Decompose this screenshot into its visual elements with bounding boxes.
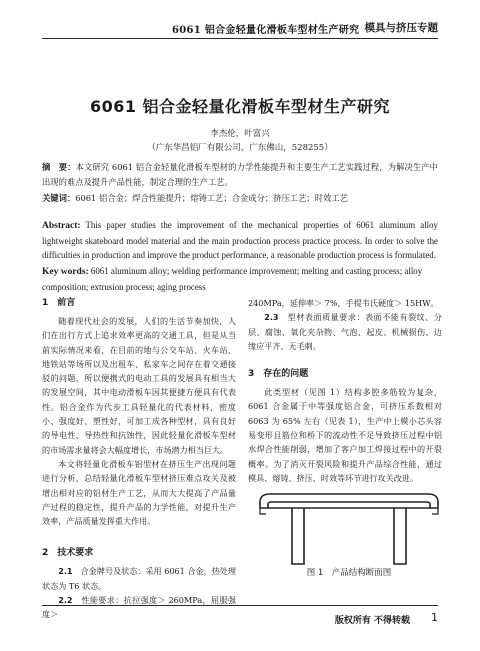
keywords-cn-label: 关键词：: [42, 193, 76, 203]
figure-1-caption: 图 1 产品结构断面图: [306, 568, 392, 578]
section-2-1-number: 2.1: [58, 566, 73, 577]
section-3-paragraph-1: 此类型材（见图 1）结构多腔多筋较为复杂，6061 合金属于中等强度铝合金，可挤压系数相对 6063 为 65% 左右（见表 1），生产中上模小芯头容易变形且筋位和桥下的流动性不足导致挤压过程中铝水焊合性能削弱，增加了客户加工焊接过程中的开裂概率。为了消灭开裂风险和提升产品综合性能，通过模具、熔铸、挤压、时效等环节进行攻关改进。: [248, 387, 442, 483]
abstract-cn: [42, 160, 438, 190]
keywords-cn-text: 6061 铝合金；焊合性能提升；熔铸工艺；合金成分；挤压工艺；时效工艺: [75, 193, 348, 203]
keywords-en-label: Key words:: [42, 267, 89, 277]
section-3-heading: 3 存在的问题: [248, 369, 309, 380]
section-2-3-text: 型材表面质量要求：表面不能有裂纹、分层、腐蚀、氧化夹杂物、气泡、起皮、机械损伤、边缘应平齐、无毛刺。: [248, 312, 442, 351]
article-affiliation: （广东华昌铝厂有限公司，广东佛山，528255）: [147, 143, 333, 153]
section-2-2-number: 2.2: [58, 595, 73, 606]
profile-outer-outline: [260, 494, 438, 508]
section-1-paragraph-1: 随着现代社会的发展，人们的生活节奏加快，人们在出行方式上追求效率更高的交通工具，但是从当前实际情况来看，在目前的地与公交车站、火车站、地铁站等场所以及出租车、私家车之间存在着交通接驳的问题，所以便携式的电动工具的发展具有相当大的发展空间，其中电动滑板车因其便捷方便具有代表性。铝合金作为代步工具轻量化的代表材料，密度小、强度好、塑性好，可加工成各种型材，具有良好的导电性、导热性和抗蚀性，因此轻量化滑板车型材的市场需求量将会大幅度增长，市场潜力相当巨大。: [42, 316, 236, 455]
page-footer-rule: [42, 605, 438, 607]
profile-left-lip: [260, 508, 266, 514]
page-number: 1: [431, 611, 438, 624]
figure-1-cross-section: [256, 488, 442, 578]
section-1-heading: 1 前言: [42, 298, 76, 308]
section-2-3-number: 2.3: [264, 312, 279, 323]
keywords-en: [42, 264, 438, 294]
section-1-paragraph-2: 本文将轻量化滑板车铝型材在挤压生产出现问题进行分析，总结轻量化滑板车型材挤压难点攻关及被增出相对应的铝材生产工艺，从而大大提高了产品量产过程的稳定性，提升产品的力学性能，对提升生产效率，产品质量发挥重大作用。: [42, 458, 236, 527]
journal-column: 模具与挤压专题: [364, 22, 438, 34]
section-2-2: [42, 593, 236, 622]
profile-left-web: [292, 508, 304, 564]
body-column-left: [42, 296, 236, 622]
section-2-heading: 2 技术要求: [42, 548, 94, 559]
abstract-cn-label: 摘 要：: [42, 162, 76, 172]
profile-right-lip: [432, 508, 438, 514]
running-title: 6061 铝合金轻量化滑板车型材生产研究: [172, 25, 360, 36]
keywords-cn: [42, 191, 438, 205]
copyright-notice: 版权所有 不得转载: [334, 616, 410, 626]
section-2-3: [248, 310, 442, 353]
abstract-cn-text: 本文研究 6061 铝合金轻量化滑板车型材的力学性能提升和主要生产工艺实践过程，为解决生产中出现的难点及提升产品性能，制定合理的生产工艺。: [42, 162, 438, 187]
profile-right-web: [394, 508, 406, 564]
article-title: 6061 铝合金轻量化滑板车型材生产研究: [89, 97, 391, 116]
abstract-en-text: This paper studies the improvement of the mechanical properties of 6061 aluminum alloy lightweight skateboard model material and the main production process practice process. In order to solve the difficulties in production and improve the product performance, a reasonable production process is formulated.: [42, 220, 438, 261]
page-header: [42, 14, 438, 39]
article-authors: 李杰伦，叶富兴: [210, 129, 270, 139]
section-2-1-text: 合金牌号及状态：采用 6061 合金，热处理状态为 T6 状态。: [42, 566, 236, 591]
section-2-2-continued: 240MPa，延伸率＞ 7%，手提韦氏硬度＞ 15HW。: [248, 298, 439, 308]
section-2-1: [42, 564, 236, 593]
abstract-en: [42, 218, 438, 263]
body-column-right: [248, 296, 442, 485]
keywords-en-text: 6061 aluminum alloy; welding performance improvement; melting and casting process; alloy composition; extrusion process; aging process: [42, 266, 423, 292]
section-2-2-text: 性能要求：抗拉强度＞ 260MPa，屈服强度＞: [42, 595, 236, 620]
abstract-en-label: Abstract:: [42, 221, 81, 231]
